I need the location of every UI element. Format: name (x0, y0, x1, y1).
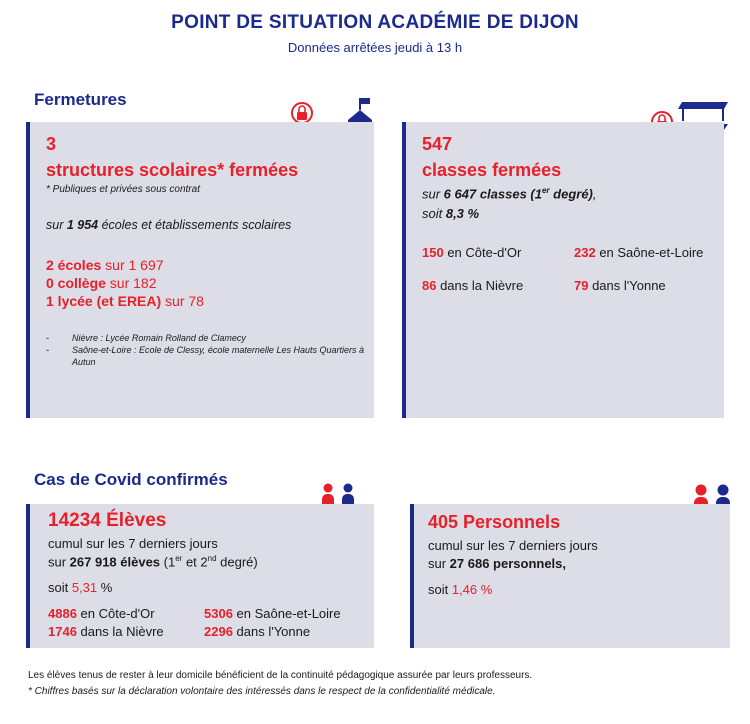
card-eleves (26, 504, 374, 648)
structure-row (46, 256, 204, 274)
personnels-total-number: 27 686 personnels, (449, 556, 567, 571)
dept-value: 2296 (204, 624, 233, 639)
dept-text: dans la Nièvre (436, 278, 524, 293)
personnels-headline: 405 Personnels (428, 512, 561, 532)
eleves-sur-rest-b: et 2 (182, 554, 208, 570)
classes-sur-suffix: degré) (549, 186, 593, 202)
eleves-sup1: er (175, 554, 183, 563)
eleves-total-number: 267 918 élèves (69, 554, 161, 570)
structures-sur-prefix: sur (46, 218, 67, 232)
card-structures-fermees (26, 122, 374, 418)
structures-count: 3 (46, 134, 57, 154)
dept-yonne (574, 278, 724, 293)
footer-note-continuity: Les élèves tenus de rester à leur domicile bénéficient de la continuité pédagogique assurée par leurs professeurs. (28, 670, 533, 681)
eleves-sur-prefix: sur (48, 554, 70, 570)
eleves-cumul: cumul sur les 7 derniers jours (48, 536, 218, 551)
section-title-covid: Cas de Covid confirmés (34, 470, 228, 489)
page-subtitle: Données arrêtées jeudi à 13 h (287, 40, 463, 55)
row-text: sur 182 (105, 275, 157, 291)
structure-row (46, 292, 204, 310)
personnels-percent (428, 582, 492, 597)
page-title: POINT DE SITUATION ACADÉMIE DE DIJON (171, 12, 579, 33)
classes-soit-prefix: soit (422, 206, 446, 221)
classes-sur-tail: , (592, 186, 597, 202)
eleves-soit-suffix: % (97, 580, 113, 595)
classes-total (422, 186, 597, 201)
dept-value: 232 (574, 245, 596, 260)
eleves-dept-nievre (48, 624, 164, 639)
classes-sur-prefix: sur (422, 186, 444, 202)
dept-text: en Côte-d'Or (76, 606, 155, 621)
closure-details-list (46, 332, 366, 368)
row-text: sur 1 697 (101, 257, 164, 273)
structures-note: * Publiques et privées sous contrat (46, 184, 200, 195)
card-personnels (410, 504, 730, 648)
eleves-soit-prefix: soit (48, 580, 72, 595)
dept-value: 1746 (48, 624, 77, 639)
eleves-percent (48, 580, 112, 595)
dept-value: 5306 (204, 606, 233, 621)
eleves-sur-rest-c: degré) (216, 554, 258, 570)
dept-text: dans l'Yonne (588, 278, 666, 293)
eleves-dept-saone-et-loire (204, 606, 341, 621)
dept-text: en Saône-et-Loire (232, 606, 341, 621)
row-text: sur 78 (161, 293, 204, 309)
dept-nievre (422, 278, 572, 293)
dept-text: dans l'Yonne (232, 624, 311, 639)
dept-value: 86 (422, 278, 437, 293)
classes-percent (422, 206, 479, 221)
dept-text: dans la Nièvre (76, 624, 164, 639)
eleves-sur-rest-a: (1 (160, 554, 176, 570)
structures-total-number: 1 954 (66, 218, 99, 232)
classes-total-number: 6 647 classes (1 (443, 186, 542, 202)
section-title-fermetures: Fermetures (34, 90, 127, 109)
card-classes-fermees (402, 122, 724, 418)
row-value: 0 collège (46, 275, 106, 291)
dept-value: 4886 (48, 606, 77, 621)
personnels-soit-prefix: soit (428, 582, 452, 597)
structures-total (46, 218, 291, 232)
detail-text: Saône-et-Loire : Ecole de Clessy, école maternelle Les Hauts Quartiers à Autun (72, 345, 364, 367)
row-value: 1 lycée (et EREA) (46, 293, 162, 309)
eleves-dept-cote-dor (48, 606, 155, 621)
eleves-headline: 14234 Élèves (48, 510, 167, 531)
structures-rows (46, 256, 204, 310)
structures-sur-suffix: écoles et établissements scolaires (98, 218, 292, 232)
dept-text: en Côte-d'Or (443, 245, 522, 260)
row-value: 2 écoles (46, 257, 102, 273)
structures-label: structures scolaires* fermées (46, 160, 299, 180)
classes-label: classes fermées (422, 160, 562, 180)
dept-value: 79 (574, 278, 589, 293)
dept-saone-et-loire (574, 244, 724, 261)
personnels-sur-prefix: sur (428, 556, 450, 571)
personnels-percent-value: 1,46 % (451, 582, 493, 597)
classes-sup: er (541, 186, 550, 195)
eleves-sup2: nd (207, 554, 217, 563)
eleves-percent-value: 5,31 (71, 580, 98, 595)
structure-row (46, 274, 204, 292)
eleves-dept-yonne (204, 624, 310, 639)
detail-item: - Nièvre : Lycée Romain Rolland de Clamecy (46, 333, 246, 343)
personnels-cumul: cumul sur les 7 derniers jours (428, 538, 598, 553)
footer-note-declaration: * Chiffres basés sur la déclaration volontaire des intéressés dans le respect de la confidentialité médicale. (28, 686, 496, 697)
eleves-total (48, 554, 258, 569)
personnels-total (428, 556, 566, 571)
dept-text: en Saône-et-Loire (595, 245, 704, 260)
classes-percent-value: 8,3 % (445, 206, 480, 221)
detail-text: Nièvre : Lycée Romain Rolland de Clamecy (72, 333, 246, 343)
dept-value: 150 (422, 245, 444, 260)
dept-cote-dor (422, 244, 572, 261)
detail-item: - Saône-et-Loire : Ecole de Clessy, école maternelle Les Hauts Quartiers à Autun (46, 344, 366, 368)
classes-count: 547 (422, 134, 453, 154)
